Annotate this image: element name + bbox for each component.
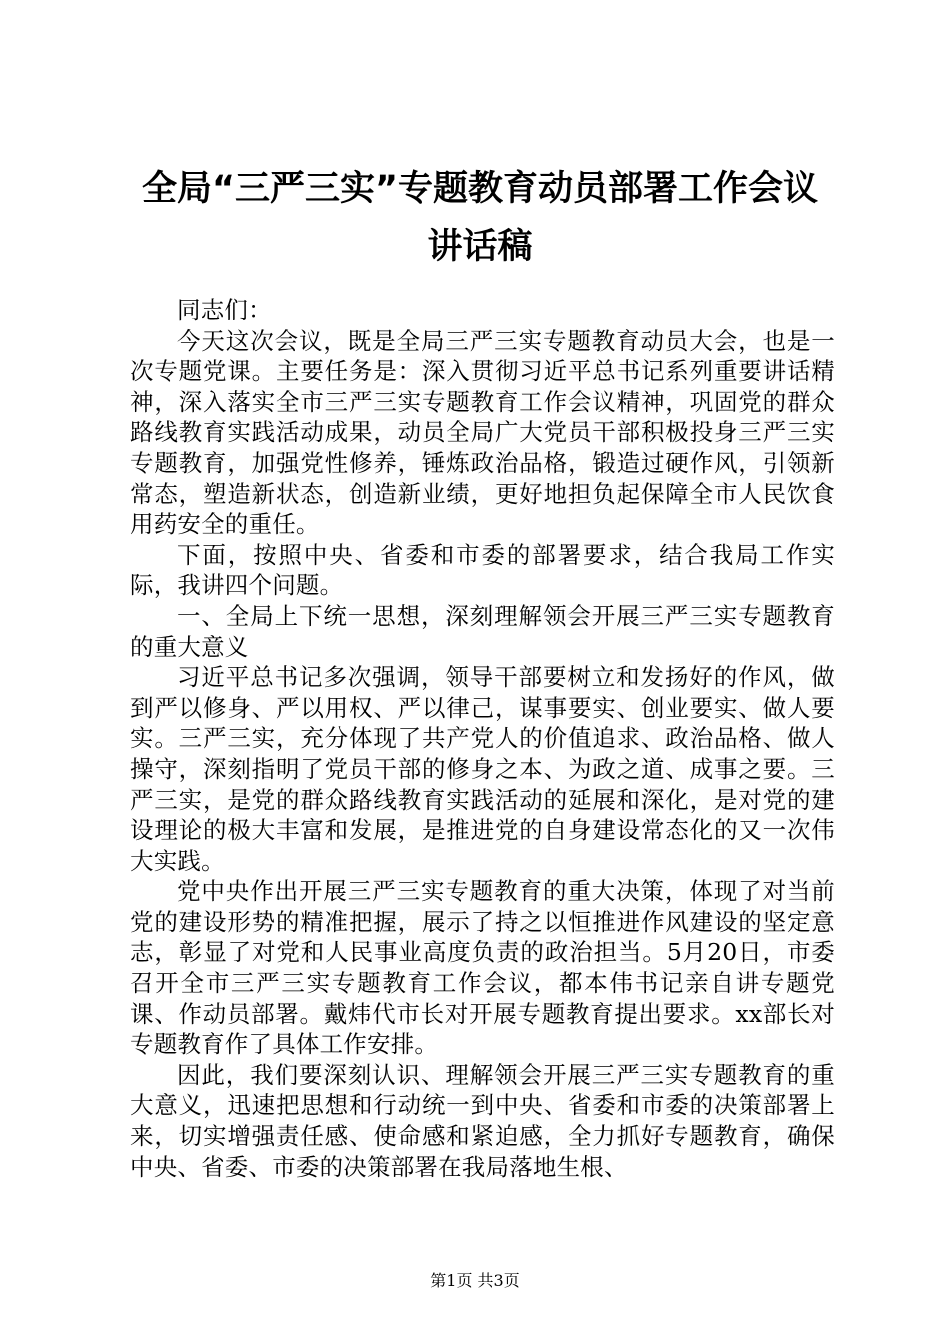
paragraph-intro: 今天这次会议，既是全局三严三实专题教育动员大会，也是一次专题党课。主要任务是：深入贯彻习近平总书记系列重要讲话精神，深入落实全市三严三实专题教育工作会议精神，巩固党的群众路线教育实践活动成果，动员全局广大党员干部积极投身三严三实专题教育，加强党性修养，锤炼政治品格，锻造过硬作风，引领新常态，塑造新状态，创造新业绩，更好地担负起保障全市人民饮食用药安全的重任。: [130, 326, 835, 539]
document-title-line-1: 全局“三严三实”专题教育动员部署工作会议: [141, 169, 818, 209]
paragraph-body: 因此，我们要深刻认识、理解领会开展三严三实专题教育的重大意义，迅速把思想和行动统一到中央、省委和市委的决策部署上来，切实增强责任感、使命感和紧迫感，全力抓好专题教育，确保中央、省委、市委的决策部署在我局落地生根、: [130, 1060, 835, 1181]
paragraph-body: 党中央作出开展三严三实专题教育的重大决策，体现了对当前党的建设形势的精准把握，展示了持之以恒推进作风建设的坚定意志，彰显了对党和人民事业高度负责的政治担当。5月20日，市委召开全市三严三实专题教育工作会议，都本伟书记亲自讲专题党课、作动员部署。戴炜代市长对开展专题教育提出要求。xx部长对专题教育作了具体工作安排。: [130, 877, 835, 1059]
paragraph-body: 习近平总书记多次强调，领导干部要树立和发扬好的作风，做到严以修身、严以用权、严以律己，谋事要实、创业要实、做人要实。三严三实，充分体现了共产党人的价值追求、政治品格、做人操守，深刻指明了党员干部的修身之本、为政之道、成事之要。三严三实，是党的群众路线教育实践活动的延展和深化，是对党的建设理论的极大丰富和发展，是推进党的自身建设常态化的又一次伟大实践。: [130, 663, 835, 875]
page-footer: 第1页 共3页: [430, 1271, 520, 1290]
paragraph-salutation: 同志们：: [177, 296, 272, 324]
section-heading-1: 一、全局上下统一思想，深刻理解领会开展三严三实专题教育的重大意义: [130, 601, 835, 661]
document-title-line-2: 讲话稿: [427, 227, 533, 267]
document-body: [130, 295, 835, 1182]
paragraph-outline: 下面，按照中央、省委和市委的部署要求，结合我局工作实际，我讲四个问题。: [130, 540, 835, 600]
